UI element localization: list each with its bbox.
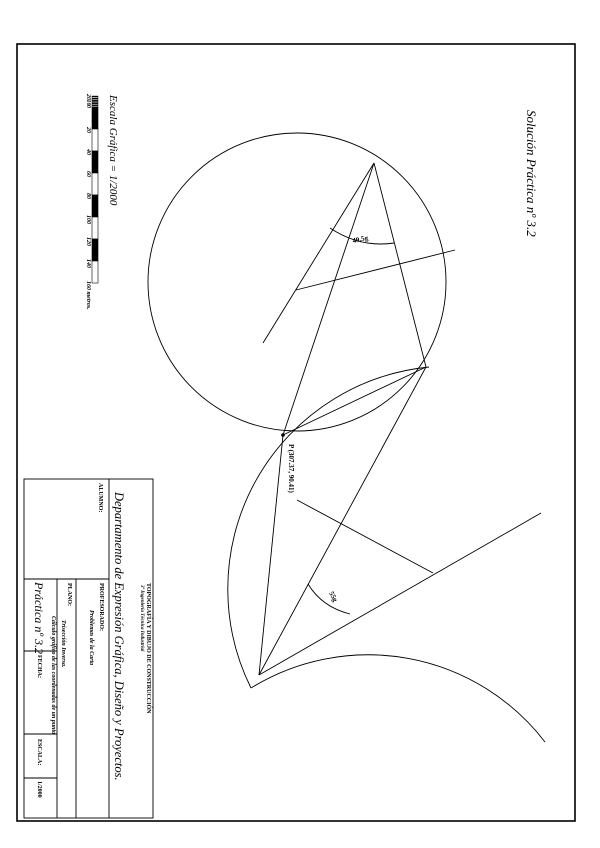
plano-line-2: Cálculo gráfico de las coordenadas de un punto — [50, 616, 56, 735]
upper-construction — [148, 133, 455, 431]
line-p-to-bottom-station — [259, 435, 283, 675]
lower-angle-label: 55g — [327, 590, 340, 604]
upper-angle-label: 49,5g — [351, 233, 369, 245]
lower-construction — [228, 163, 545, 742]
scale-tick-label: 80 — [85, 193, 91, 199]
alumno-label: ALUMNO: — [97, 483, 103, 513]
lower-capable-arc — [251, 655, 545, 742]
point-p-label: P (307.37, 90.41) — [287, 444, 295, 493]
fecha-label: FECHA: — [36, 655, 42, 678]
scale-ticks — [85, 93, 91, 310]
scale-tick-label: 140 — [85, 259, 91, 268]
upper-capable-arc-circle — [148, 133, 446, 431]
scale-segment — [92, 151, 98, 173]
scale-tick-label: 0 — [85, 105, 91, 108]
dept-small-line-1: TOPOGRAFÍA Y DIBUJO DE CONSTRUCCIÓN — [145, 583, 151, 714]
scale-tick-label: 100 — [85, 215, 91, 224]
line-p-to-top-station — [283, 163, 374, 435]
scale-segment — [92, 261, 98, 283]
lower-capable-arc-upper — [228, 367, 429, 688]
line-p-to-upper-right — [283, 367, 426, 435]
point-p-marker — [281, 433, 285, 437]
line-bottom-station-to-far-right — [259, 513, 541, 675]
sheet-frame — [17, 44, 575, 821]
scale-tick-label: 160 metros. — [85, 281, 91, 310]
scale-tick-label: 10 — [85, 99, 91, 106]
scale-tick-label: 40 — [85, 149, 91, 155]
profesorado-value: Problemas de la Carta — [88, 610, 94, 666]
dept-small-line-2: 3º Ingeniería Técnica Industrial — [139, 585, 144, 652]
upper-line-b — [374, 163, 426, 367]
upper-line-a — [263, 163, 374, 343]
scale-segment — [92, 239, 98, 261]
lower-perpendicular — [297, 500, 433, 573]
scale-segment — [92, 217, 98, 239]
scale-title: Escala Gráfica = 1/2000 — [107, 95, 119, 206]
escala-value: 1/2000 — [36, 781, 42, 798]
graphic-scale — [85, 93, 119, 310]
drawing-title: Solución Práctica nº 3.2 — [524, 110, 539, 237]
plano-line-1: Trisección Inversa. — [60, 620, 66, 668]
scale-tick-label: 20 — [85, 94, 91, 100]
practice-number: Práctica nº 3.2 — [32, 582, 46, 655]
plano-label: PLANO: — [66, 583, 72, 606]
scale-tick-label: 120 — [85, 237, 91, 246]
scale-segment — [92, 107, 98, 129]
scale-bar — [92, 96, 98, 283]
lower-angle-arc — [308, 584, 350, 614]
scale-tick-label: 60 — [85, 171, 91, 177]
scale-segment — [92, 195, 98, 217]
escala-label: ESCALA: — [36, 739, 42, 766]
scale-segment — [92, 173, 98, 195]
line-bottom-station-to-upper-right — [259, 367, 426, 675]
profesorado-label: PROFESORADO: — [98, 583, 104, 631]
upper-line-c — [296, 250, 455, 290]
scale-segment — [92, 129, 98, 151]
department-name: Departamento de Expresión Gráfica, Diseño y Proyectos. — [112, 492, 126, 781]
scale-tick-label: 20 — [85, 127, 91, 133]
